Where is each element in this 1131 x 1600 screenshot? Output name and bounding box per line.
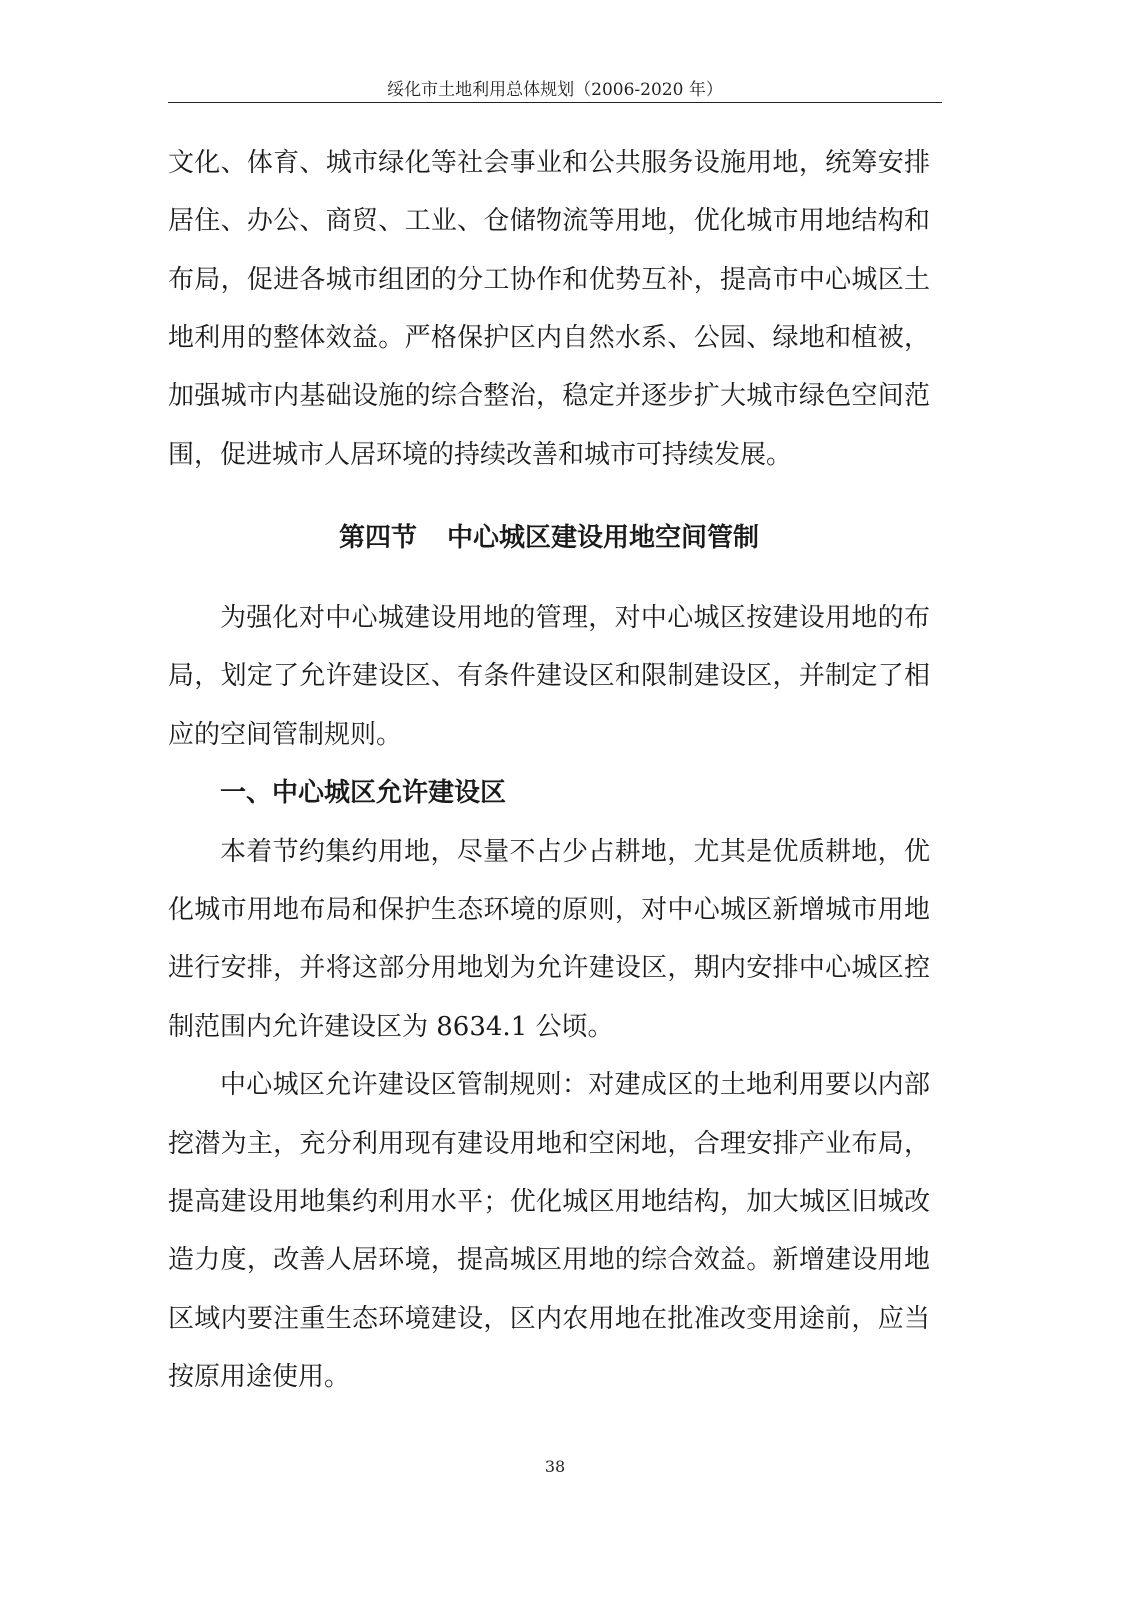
subheading: 一、中心城区允许建设区 — [220, 778, 507, 809]
section-heading — [168, 509, 930, 567]
paragraph-2 — [168, 589, 930, 764]
paragraph-line: 居住、办公、商贸、工业、仓储物流等用地，优化城市用地结构和 — [168, 206, 930, 237]
paragraph-line: 围，促进城市人居环境的持续改善和城市可持续发展。 — [168, 439, 793, 470]
section-body — [168, 589, 930, 1406]
paragraph-line: 布局，促进各城市组团的分工协作和优势互补，提高市中心城区土 — [168, 264, 930, 295]
page-number: 38 — [544, 1457, 566, 1476]
paragraph-line: 区域内要注重生态环境建设，区内农用地在批准改变用途前，应当 — [168, 1303, 930, 1334]
running-header-title: 绥化市土地利用总体规划（2006-2020 年） — [387, 80, 723, 100]
paragraph-line: 应的空间管制规则。 — [168, 719, 403, 750]
paragraph-line: 按原用途使用。 — [168, 1362, 351, 1393]
paragraph-line: 进行安排，并将这部分用地划为允许建设区，期内安排中心城区控 — [168, 953, 930, 984]
paragraph-line: 文化、体育、城市绿化等社会事业和公共服务设施用地，统筹安排 — [168, 147, 930, 178]
paragraph-line: 提高建设用地集约利用水平；优化城区用地结构，加大城区旧城改 — [168, 1186, 930, 1217]
paragraph-line: 造力度，改善人居环境，提高城区用地的综合效益。新增建设用地 — [168, 1245, 930, 1276]
paragraph-line: 中心城区允许建设区管制规则：对建成区的土地利用要以内部 — [220, 1070, 930, 1101]
paragraph-line: 本着节约集约用地，尽量不占少占耕地，尤其是优质耕地，优 — [220, 836, 930, 867]
paragraph-1 — [168, 134, 930, 484]
section-number: 第四节 — [338, 523, 417, 553]
paragraph-line: 为强化对中心城建设用地的管理，对中心城区按建设用地的布 — [220, 603, 930, 633]
paragraph-4 — [168, 1056, 930, 1406]
paragraph-line: 挖潜为主，充分利用现有建设用地和空闲地，合理安排产业布局， — [168, 1128, 930, 1159]
header-rule — [168, 102, 942, 103]
section-title: 中心城区建设用地空间管制 — [447, 523, 760, 553]
paragraph-line: 制范围内允许建设区为 8634.1 公顷。 — [168, 1011, 614, 1042]
paragraph-3 — [168, 823, 930, 1057]
paragraph-line: 局，划定了允许建设区、有条件建设区和限制建设区，并制定了相 — [168, 661, 930, 692]
paragraph-line: 地利用的整体效益。严格保护区内自然水系、公园、绿地和植被， — [168, 322, 930, 353]
paragraph-line: 加强城市内基础设施的综合整治，稳定并逐步扩大城市绿色空间范 — [168, 381, 930, 412]
paragraph-line: 化城市用地布局和保护生态环境的原则，对中心城区新增城市用地 — [168, 894, 930, 925]
